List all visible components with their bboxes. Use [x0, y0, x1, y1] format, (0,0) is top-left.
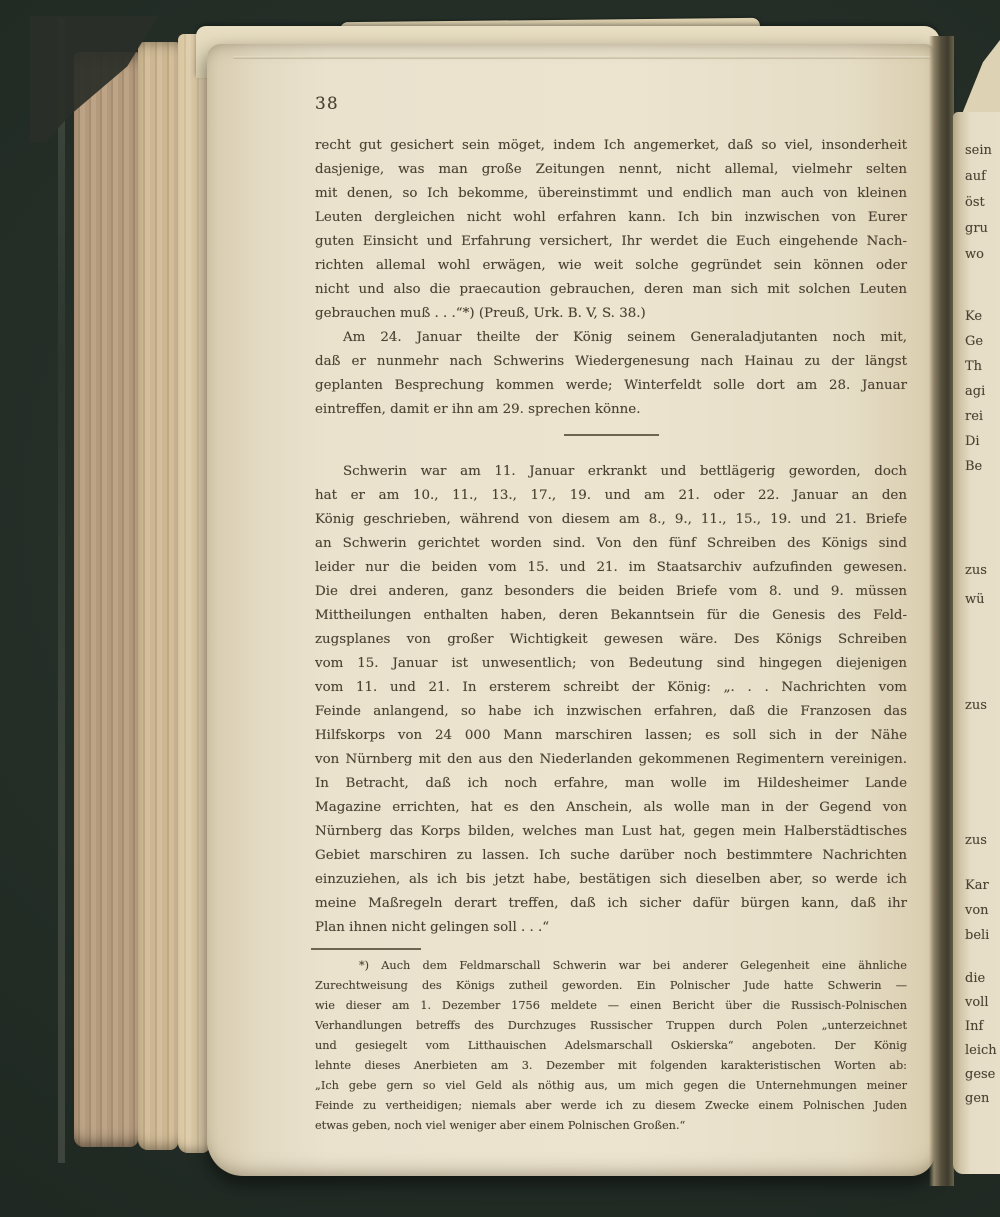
- text-fragment: Ke: [965, 309, 983, 324]
- text-fragment: zus: [965, 563, 987, 578]
- text-fragment: von: [965, 903, 989, 918]
- text-line: recht gut gesichert sein möget, indem Ich angemerket, daß so viel, insonderheit: [315, 138, 907, 153]
- text-fragment: wo: [965, 247, 984, 262]
- book-spine-edge: [58, 18, 65, 1163]
- text-line: vom 11. und 21. In ersterem schreibt der König: „. . . Nachrichten vom: [315, 680, 907, 695]
- text-fragment: gru: [965, 221, 988, 236]
- text-line: gebrauchen muß . . .“*) (Preuß, Urk. B. V, S. 38.): [315, 306, 646, 321]
- text-fragment: voll: [965, 995, 989, 1010]
- text-line: Nürnberg das Korps bilden, welches man Lust hat, gegen mein Halberstädtisches: [315, 824, 907, 839]
- text-fragment: auf: [965, 169, 986, 184]
- text-fragment: wü: [965, 592, 985, 607]
- text-fragment: rei: [965, 409, 984, 424]
- text-line: Plan ihnen nicht gelingen soll . . .“: [315, 920, 550, 935]
- right-page-top-corner: [962, 40, 1000, 114]
- text-line: leider nur die beiden vom 15. und 21. im Staatsarchiv aufzufinden gewesen.: [315, 560, 907, 575]
- text-fragment: Th: [965, 359, 983, 374]
- text-line: Feinde anlangend, so habe ich inzwischen erfahren, daß die Franzosen das: [315, 704, 907, 719]
- text-line: richten allemal wohl erwägen, wie weit solche gegründet sein können oder: [315, 258, 907, 273]
- text-line: Mittheilungen enthalten haben, deren Bekanntsein für die Genesis des Feld-: [315, 608, 907, 623]
- page-number: 38: [315, 94, 339, 114]
- text-fragment: die: [965, 971, 986, 986]
- text-line: vom 15. Januar ist unwesentlich; von Bedeutung sind hingegen diejenigen: [315, 656, 907, 671]
- text-fragment: Di: [965, 434, 980, 449]
- text-fragment: öst: [965, 195, 985, 210]
- text-fragment: Ge: [965, 334, 984, 349]
- paragraph-schwerin: [315, 460, 907, 940]
- text-line: zugsplanes von großer Wichtigkeit gewesen wäre. Des Königs Schreiben: [315, 632, 907, 647]
- text-line: hat er am 10., 11., 13., 17., 19. und am 21. oder 22. Januar an den: [315, 488, 907, 503]
- text-fragment: zus: [965, 698, 987, 713]
- text-line: Verhandlungen betreffs des Durchzuges Russischer Truppen durch Polen „unterzeichnet: [315, 1019, 907, 1032]
- text-fragment: Be: [965, 459, 983, 474]
- text-fragment: gen: [965, 1091, 990, 1106]
- text-fragment: sein: [965, 143, 992, 158]
- text-line: einzuziehen, als ich bis jetzt habe, bestätigen sich dieselben aber, so werde ich: [315, 872, 907, 887]
- page-stack-edge-inner: [178, 34, 210, 1153]
- text-line: *) Auch dem Feldmarschall Schwerin war bei anderer Gelegenheit eine ähnliche: [359, 959, 907, 972]
- text-line: Die drei anderen, ganz besonders die beiden Briefe vom 8. und 9. müssen: [315, 584, 907, 599]
- text-line: guten Einsicht und Erfahrung versichert, Ihr werdet die Euch eingehende Nach-: [315, 234, 907, 249]
- right-page: [953, 112, 1000, 1174]
- text-line: Schwerin war am 11. Januar erkrankt und bettlägerig geworden, doch: [343, 464, 907, 479]
- text-line: daß er nunmehr nach Schwerins Wiedergenesung nach Hainau zu der längst: [315, 354, 907, 369]
- text-line: eintreffen, damit er ihn am 29. sprechen könne.: [315, 402, 641, 417]
- text-fragment: Kar: [965, 878, 989, 893]
- page-stack-edge-outer: [74, 52, 138, 1147]
- text-line: und gesiegelt vom Litthauischen Adelsmarschall Oskierska“ angeboten. Der König: [315, 1039, 907, 1052]
- text-line: von Nürnberg mit den aus den Niederlanden gekommenen Regimentern vereinigen.: [315, 752, 907, 767]
- text-fragment: agi: [965, 384, 986, 399]
- text-fragment: beli: [965, 928, 990, 943]
- text-line: an Schwerin gerichtet worden sind. Von den fünf Schreiben des Königs sind: [315, 536, 907, 551]
- text-line: Am 24. Januar theilte der König seinem Generaladjutanten noch mit,: [343, 330, 907, 345]
- text-line: In Betracht, daß ich noch erfahre, man wolle im Hildesheimer Lande: [315, 776, 907, 791]
- text-line: Gebiet marschiren zu lassen. Ich suche darüber noch bestimmtere Nachrichten: [315, 848, 907, 863]
- text-fragment: leich: [965, 1043, 997, 1058]
- footnote-text: [315, 956, 907, 1136]
- text-line: meine Maßregeln derart treffen, daß ich sicher dafür bürgen kann, daß ihr: [315, 896, 907, 911]
- text-line: dasjenige, was man große Zeitungen nennt, nicht allemal, vielmehr selten: [315, 162, 907, 177]
- text-fragment: gese: [965, 1067, 996, 1082]
- text-line: mit denen, so Ich bekomme, übereinstimmt und endlich man auch von kleinen: [315, 186, 907, 201]
- footnote-separator-rule: [311, 948, 421, 950]
- section-divider-rule: [564, 434, 659, 436]
- text-line: wie dieser am 1. Dezember 1756 meldete — einen Bericht über die Russisch-Polnischen: [315, 999, 907, 1012]
- text-line: lehnte dieses Anerbieten am 3. Dezember mit folgenden karakteristischen Worten ab:: [315, 1059, 907, 1072]
- book-gutter-shadow: [929, 36, 954, 1186]
- text-fragment: zus: [965, 833, 987, 848]
- page-body-text: [315, 134, 907, 1136]
- text-line: Hilfskorps von 24 000 Mann marschiren lassen; es soll sich in der Nähe: [315, 728, 907, 743]
- text-line: geplanten Besprechung kommen werde; Winterfeldt solle dort am 28. Januar: [315, 378, 907, 393]
- text-line: etwas geben, noch viel weniger aber einem Polnischen Großen.“: [315, 1119, 686, 1132]
- text-line: „Ich gebe gern so viel Geld als nöthig aus, um mich gegen die Unternehmungen meiner: [315, 1079, 907, 1092]
- text-line: König geschrieben, während von diesem am 8., 9., 11., 15., 19. und 21. Briefe: [315, 512, 907, 527]
- text-line: Leuten dergleichen nicht wohl erfahren kann. Ich bin inzwischen von Eurer: [315, 210, 907, 225]
- text-fragment: Inf: [965, 1019, 984, 1034]
- text-line: Feinde zu vertheidigen; niemals aber werde ich zu diesem Zwecke einem Polnischen Juden: [315, 1099, 907, 1112]
- text-line: Magazine errichten, hat es den Anschein, als wolle man in der Gegend von: [315, 800, 907, 815]
- page-stack-edge-middle: [138, 42, 178, 1150]
- paragraph-january-24: [315, 326, 907, 422]
- text-line: Zurechtweisung des Königs zutheil geworden. Ein Polnischer Jude hatte Schwerin —: [315, 979, 907, 992]
- paragraph-continuation: [315, 134, 907, 326]
- right-page-fragments: [953, 112, 1000, 1174]
- left-page: [207, 44, 935, 1176]
- text-line: nicht und also die praecaution gebrauchen, deren man sich mit solchen Leuten: [315, 282, 907, 297]
